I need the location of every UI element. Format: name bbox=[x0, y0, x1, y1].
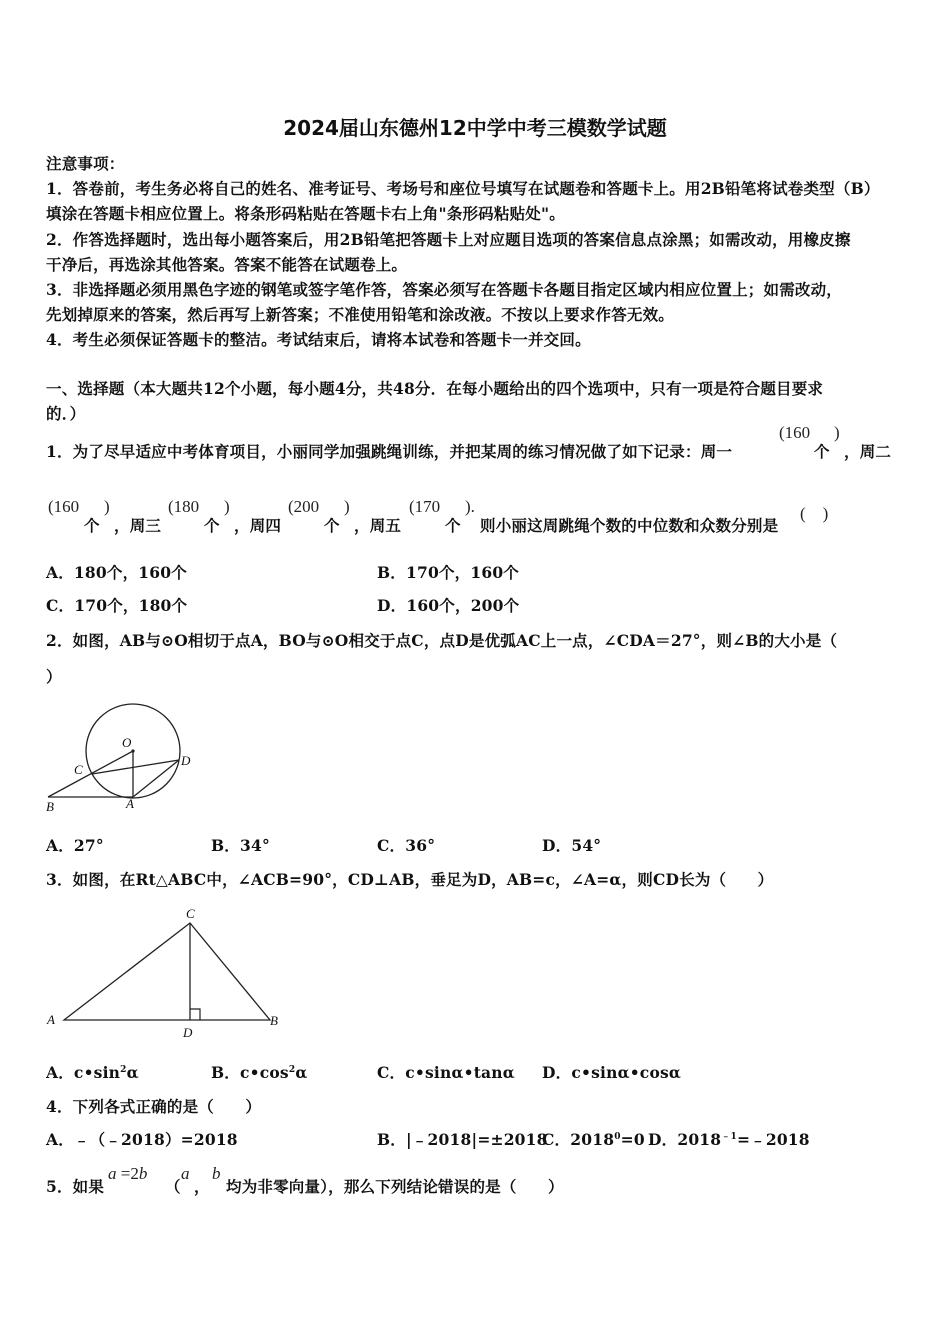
q2-option-d: D．54° bbox=[542, 836, 602, 855]
q3-text: 3．如图，在Rt△ABC中，∠ACB=90°，CD⊥AB，垂足为D，AB=c，∠A=α，则CD长为（ ） bbox=[46, 870, 774, 889]
q1-paren: ) bbox=[344, 497, 350, 516]
label-a: A bbox=[126, 796, 134, 811]
q3-option-a: A．$c•\sin^2\alpha$ bbox=[46, 1063, 139, 1082]
q4-text: 4．下列各式正确的是（ ） bbox=[46, 1097, 262, 1116]
triangle-abc bbox=[64, 923, 270, 1020]
q5-comma: ， bbox=[194, 1177, 210, 1196]
q5-prefix: 5．如果 bbox=[46, 1177, 105, 1196]
notice-line: 4．考生必须保证答题卡的整洁。考试结束后，请将本试卷和答题卡一并交回。 bbox=[46, 330, 591, 349]
notice-line: 1．答卷前，考生务必将自己的姓名、准考证号、考场号和座位号填写在试题卷和答题卡上。用2B铅笔将试卷类型（B） bbox=[46, 179, 880, 198]
label-d: D bbox=[183, 1025, 193, 1040]
q3-triangle-figure bbox=[40, 902, 290, 1044]
q1-tue: ，周二 bbox=[844, 442, 892, 461]
notice-line: 填涂在答题卡相应位置上。将条形码粘贴在答题卡右上角"条形码粘贴处"。 bbox=[46, 204, 565, 223]
q4-option-c: C．$2018^0=0$ bbox=[542, 1130, 645, 1149]
q2-circle-figure bbox=[40, 698, 210, 818]
q1-thu: ，周四 bbox=[234, 516, 282, 535]
q1-unit: 个 bbox=[814, 442, 830, 461]
q2-text: 2．如图，AB与⊙O相切于点A，BO与⊙O相交于点C，点D是优弧AC上一点，∠CDA＝27°，则∠B的大小是（ bbox=[46, 631, 838, 650]
label-d: D bbox=[181, 753, 191, 768]
q1-question: 则小丽这周跳绳个数的中位数和众数分别是 bbox=[480, 516, 779, 535]
q1-thu-value: (200 bbox=[288, 497, 320, 516]
q5-vector-a: a bbox=[181, 1164, 190, 1183]
segment-cd bbox=[92, 760, 179, 774]
q2-option-c: C．36° bbox=[377, 836, 436, 855]
q1-option-b: B．170个，160个 bbox=[377, 563, 520, 582]
label-c: C bbox=[74, 762, 83, 777]
label-b: B bbox=[270, 1013, 278, 1028]
q1-fri-value: (170 bbox=[409, 497, 441, 516]
q1-unit: 个 bbox=[204, 516, 220, 535]
q1-unit: 个 bbox=[324, 516, 340, 535]
section-heading-cont: 的．） bbox=[46, 404, 86, 423]
notice-line: 先划掉原来的答案，然后再写上新答案；不准使用铅笔和涂改液。不按以上要求作答无效。 bbox=[46, 305, 675, 324]
q1-unit: 个 bbox=[84, 516, 100, 535]
q2-option-b: B．34° bbox=[211, 836, 270, 855]
q4-option-d: D．$2018^{﹣1}=﹣2018$ bbox=[648, 1130, 810, 1149]
q1-paren: ) bbox=[104, 497, 110, 516]
q5-equation: a =2b bbox=[108, 1164, 148, 1183]
q1-fri: ，周五 bbox=[354, 516, 402, 535]
segment-bo bbox=[48, 751, 133, 797]
q3-option-b: B．$c•\cos^2\alpha$ bbox=[211, 1063, 308, 1082]
q1-wed-value: (180 bbox=[168, 497, 200, 516]
center-point bbox=[131, 749, 134, 752]
q1-unit: 个 bbox=[445, 516, 461, 535]
q3-option-c: C．c•sinα•tanα bbox=[377, 1063, 515, 1082]
right-angle-mark bbox=[190, 1009, 200, 1020]
q1-wed: ，周三 bbox=[114, 516, 162, 535]
q5-paren: （ bbox=[165, 1177, 181, 1196]
q2-option-a: A．27° bbox=[46, 836, 104, 855]
page-title: 2024届山东德州12中学中考三模数学试题 bbox=[283, 116, 667, 140]
notice-line: 2．作答选择题时，选出每小题答案后，用2B铅笔把答题卡上对应题目选项的答案信息点涂黑；如需改动，用橡皮擦 bbox=[46, 230, 851, 249]
q1-option-d: D．160个，200个 bbox=[377, 596, 520, 615]
q5-question: 均为非零向量），那么下列结论错误的是（ ） bbox=[226, 1177, 564, 1196]
q3-option-d: D．c•sinα•cosα bbox=[542, 1063, 682, 1082]
label-b: B bbox=[46, 799, 54, 814]
notice-line: 3．非选择题必须用黑色字迹的钢笔或签字笔作答，答案必须写在答题卡各题目指定区域内相应位置上；如需改动， bbox=[46, 280, 842, 299]
label-o: O bbox=[122, 735, 132, 750]
section-heading: 一、选择题（本大题共12个小题，每小题4分，共48分．在每小题给出的四个选项中，只有一项是符合题目要求 bbox=[46, 379, 824, 398]
q5-vector-b: b bbox=[212, 1164, 221, 1183]
q1-paren: ) bbox=[224, 497, 230, 516]
q2-text-cont: ） bbox=[46, 667, 62, 686]
q1-option-c: C．170个，180个 bbox=[46, 596, 188, 615]
q1-option-a: A．180个，160个 bbox=[46, 563, 187, 582]
q1-mon-value: (160 bbox=[779, 423, 811, 442]
q4-option-b: B．|﹣2018|=±2018 bbox=[377, 1130, 548, 1149]
notice-line: 干净后，再选涂其他答案。答案不能答在试题卷上。 bbox=[46, 255, 408, 274]
q1-answer-blank: ( ) bbox=[800, 504, 829, 523]
q1-paren: ). bbox=[465, 497, 475, 516]
label-c: C bbox=[186, 906, 195, 921]
q4-option-a: A．﹣（﹣2018）=2018 bbox=[46, 1130, 238, 1149]
q1-text: 1．为了尽早适应中考体育项目，小丽同学加强跳绳训练，并把某周的练习情况做了如下记录：周一 bbox=[46, 442, 733, 461]
label-a: A bbox=[47, 1012, 55, 1027]
q1-paren: ) bbox=[834, 423, 840, 442]
notice-heading: 注意事项： bbox=[46, 154, 125, 173]
q1-tue-value: (160 bbox=[48, 497, 80, 516]
